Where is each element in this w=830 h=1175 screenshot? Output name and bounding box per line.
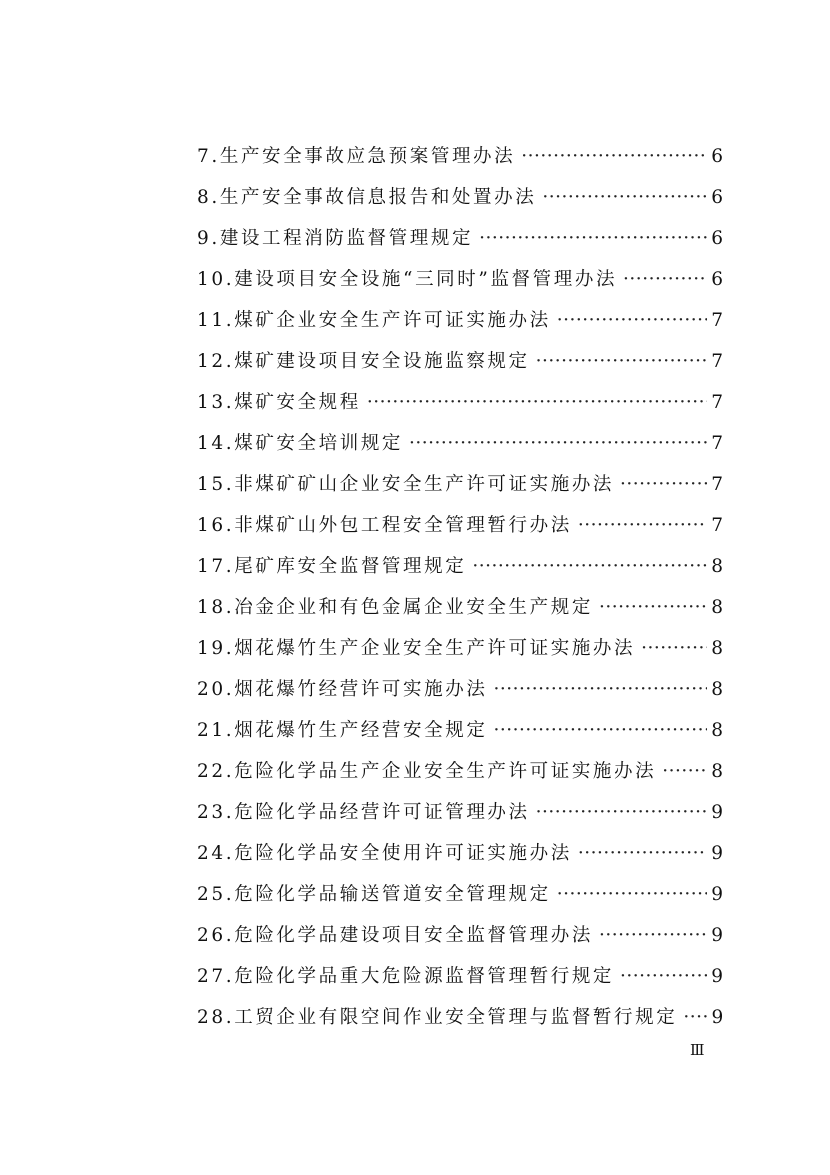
toc-entry-page: 9 (711, 884, 723, 905)
toc-dot-leader (557, 874, 707, 915)
toc-entry-title: 23.危险化学品经营许可证管理办法 (197, 802, 530, 823)
toc-entry-title: 15.非煤矿矿山企业安全生产许可证实施办法 (197, 474, 615, 495)
toc-entry-title: 9.建设工程消防监督管理规定 (197, 228, 474, 249)
toc-dot-leader (620, 956, 707, 997)
toc-dot-leader (578, 505, 707, 546)
toc-entry-title: 25.危险化学品输送管道安全管理规定 (197, 884, 551, 905)
toc-entry[interactable] (197, 587, 723, 628)
toc-entry-page: 8 (711, 720, 723, 741)
toc-entry-page: 9 (711, 843, 723, 864)
toc-entry-page: 6 (711, 269, 723, 290)
toc-entry-title: 27.危险化学品重大危险源监督管理暂行规定 (197, 966, 615, 987)
toc-entry-title: 21.烟花爆竹生产经营安全规定 (197, 720, 488, 741)
toc-entry-title: 18.冶金企业和有色金属企业安全生产规定 (197, 597, 593, 618)
toc-dot-leader (557, 300, 707, 341)
toc-entry[interactable] (197, 546, 723, 587)
toc-dot-leader (662, 751, 707, 792)
toc-entry-page: 7 (711, 515, 723, 536)
toc-entry-page: 7 (711, 310, 723, 331)
toc-entry[interactable] (197, 177, 723, 218)
toc-entry[interactable] (197, 997, 723, 1038)
toc-entry[interactable] (197, 915, 723, 956)
toc-dot-leader (536, 792, 707, 833)
toc-entry[interactable] (197, 751, 723, 792)
toc-entry-title: 12.煤矿建设项目安全设施监察规定 (197, 351, 530, 372)
toc-entry[interactable] (197, 505, 723, 546)
toc-entry-title: 19.烟花爆竹生产企业安全生产许可证实施办法 (197, 638, 636, 659)
toc-entry[interactable] (197, 874, 723, 915)
toc-entry-page: 8 (711, 638, 723, 659)
toc-entry-page: 6 (711, 228, 723, 249)
toc-entry-page: 6 (711, 146, 723, 167)
toc-entry[interactable] (197, 300, 723, 341)
toc-entry-title: 7.生产安全事故应急预案管理办法 (197, 146, 516, 167)
toc-entry-page: 6 (711, 187, 723, 208)
toc-entry-title: 17.尾矿库安全监督管理规定 (197, 556, 467, 577)
toc-dot-leader (599, 587, 707, 628)
toc-dot-leader (641, 628, 707, 669)
toc-entry-title: 22.危险化学品生产企业安全生产许可证实施办法 (197, 761, 657, 782)
toc-entry-title: 20.烟花爆竹经营许可实施办法 (197, 679, 488, 700)
toc-entry[interactable] (197, 669, 723, 710)
toc-entry-page: 7 (711, 474, 723, 495)
toc-entry-page: 7 (711, 433, 723, 454)
toc-entry[interactable] (197, 464, 723, 505)
toc-entry[interactable] (197, 792, 723, 833)
toc-dot-leader (536, 341, 707, 382)
toc-dot-leader (542, 177, 707, 218)
toc-dot-leader (472, 546, 707, 587)
toc-entry-title: 26.危险化学品建设项目安全监督管理办法 (197, 925, 593, 946)
toc-entry-page: 8 (711, 761, 723, 782)
toc-entry[interactable] (197, 259, 723, 300)
toc-entry-page: 9 (711, 1007, 724, 1028)
toc-entry-title: 24.危险化学品安全使用许可证实施办法 (197, 843, 572, 864)
toc-entry[interactable] (197, 382, 723, 423)
toc-entry-page: 7 (711, 351, 723, 372)
toc-entry[interactable] (197, 218, 723, 259)
toc-dot-leader (521, 136, 707, 177)
toc-entry-page: 9 (711, 966, 723, 987)
toc-entry-page: 9 (711, 802, 723, 823)
toc-entry-title: 13.煤矿安全规程 (197, 392, 361, 413)
toc-dot-leader (493, 710, 707, 751)
toc-dot-leader (578, 833, 707, 874)
toc-entry[interactable] (197, 423, 723, 464)
toc-entry-page: 9 (711, 925, 723, 946)
toc-entry[interactable] (197, 341, 723, 382)
toc-entry[interactable] (197, 956, 723, 997)
toc-entry-page: 8 (711, 556, 723, 577)
toc-dot-leader (479, 218, 707, 259)
toc-entry[interactable] (197, 628, 723, 669)
toc-dot-leader (493, 669, 707, 710)
toc-entry[interactable] (197, 833, 723, 874)
toc-dot-leader (683, 997, 707, 1038)
toc-dot-leader (367, 382, 707, 423)
toc-entry[interactable] (197, 136, 723, 177)
toc-entry-title: 10.建设项目安全设施“三同时”监督管理办法 (197, 269, 618, 290)
toc-dot-leader (409, 423, 707, 464)
toc-entry-page: 8 (711, 597, 723, 618)
toc-entry-title: 14.煤矿安全培训规定 (197, 433, 404, 454)
toc-entry-page: 8 (711, 679, 723, 700)
toc-entry-title: 11.煤矿企业安全生产许可证实施办法 (197, 310, 551, 331)
toc-entry-title: 8.生产安全事故信息报告和处置办法 (197, 187, 537, 208)
toc-dot-leader (620, 464, 707, 505)
toc-entry-title: 16.非煤矿山外包工程安全管理暂行办法 (197, 515, 572, 536)
page-number: Ⅲ (690, 1041, 705, 1059)
table-of-contents (197, 136, 723, 1038)
toc-dot-leader (599, 915, 707, 956)
toc-entry-page: 7 (711, 392, 723, 413)
toc-dot-leader (623, 259, 707, 300)
toc-entry[interactable] (197, 710, 723, 751)
toc-entry-title: 28.工贸企业有限空间作业安全管理与监督暂行规定 (197, 1007, 678, 1028)
